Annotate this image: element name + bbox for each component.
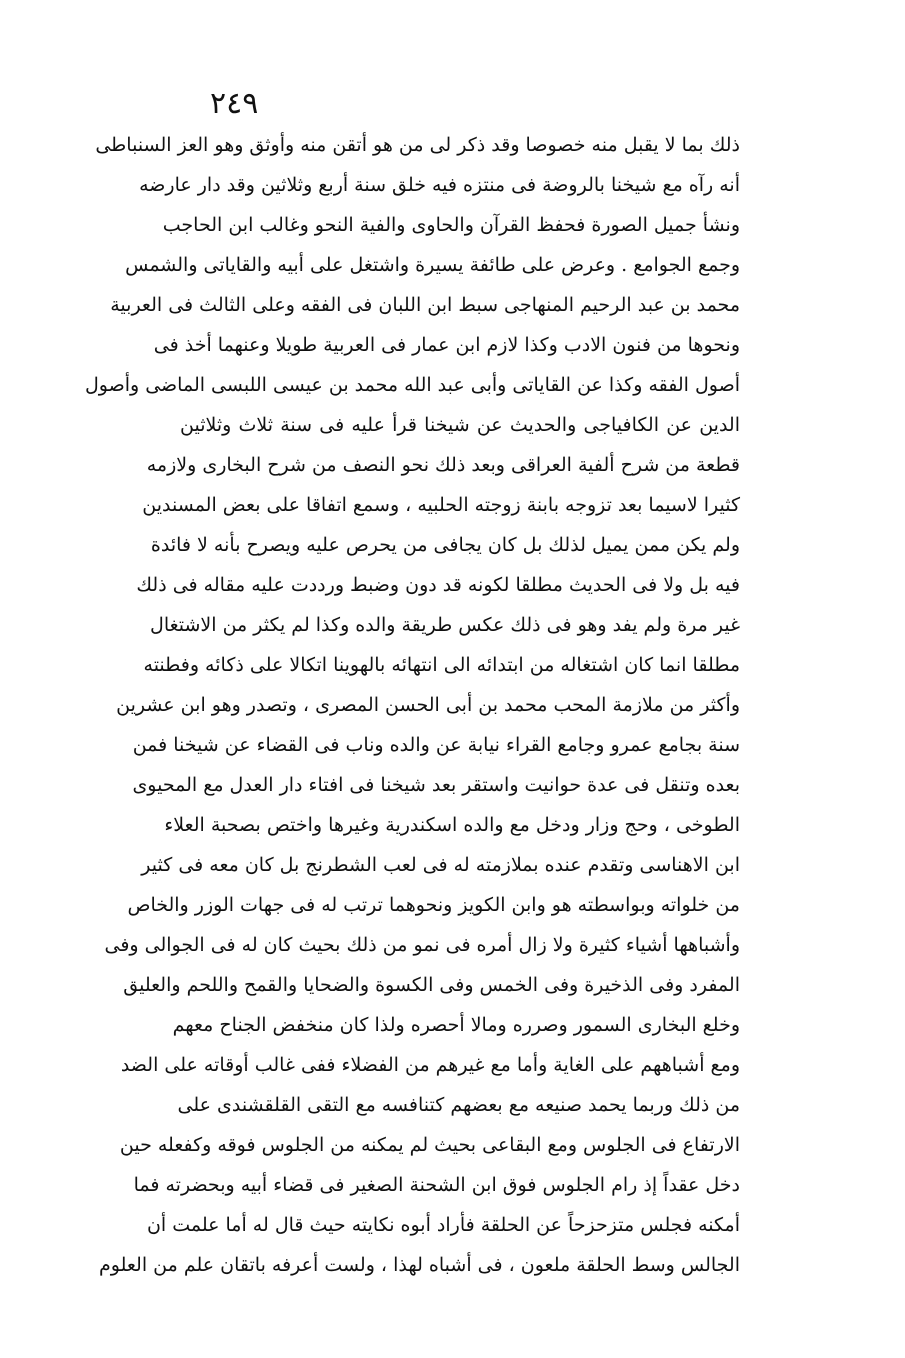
text-line: ذلك بما لا يقبل منه خصوصا وقد ذكر لى من هو أتقن منه وأوثق وهو العز السنباطى	[95, 134, 740, 156]
text-line: ونشأ جميل الصورة فحفظ القرآن والحاوى والفية النحو وغالب ابن الحاجب	[162, 214, 740, 236]
text-line: الجالس وسط الحلقة ملعون ، فى أشباه لهذا ، ولست أعرفه باتقان علم من العلوم	[99, 1254, 740, 1276]
text-line: سنة بجامع عمرو وجامع القراء نيابة عن والده وناب فى القضاء عن شيخنا فمن	[132, 734, 740, 756]
text-line: بعده وتنقل فى عدة حوانيت واستقر بعد شيخنا فى افتاء دار العدل مع المحيوى	[132, 774, 740, 796]
text-line: دخل عقداً إذ رام الجلوس فوق ابن الشحنة الصغير فى قضاء أبيه وبحضرته فما	[133, 1174, 740, 1196]
text-line: مطلقا انما كان اشتغاله من ابتدائه الى انتهائه بالهوينا اتكالا على ذكائه وفطنته	[143, 654, 740, 676]
text-line: وأشباهها أشياء كثيرة ولا زال أمره فى نمو من ذلك بحيث كان له فى الجوالى وفى	[104, 934, 740, 956]
text-line: الارتفاع فى الجلوس ومع البقاعى بحيث لم يمكنه من الجلوس فوقه وكفعله حين	[119, 1134, 740, 1156]
page-number: ٢٤٩	[210, 86, 259, 121]
text-line: أنه رآه مع شيخنا بالروضة فى منتزه فيه خلق سنة أربع وثلاثين وقد دار عارضه	[139, 174, 740, 196]
text-line: وأكثر من ملازمة المحب محمد بن أبى الحسن المصرى ، وتصدر وهو ابن عشرين	[116, 694, 740, 716]
text-line: فيه بل ولا فى الحديث مطلقا لكونه قد دون وضبط ورددت عليه مقاله فى ذلك	[136, 574, 740, 596]
text-line: محمد بن عبد الرحيم المنهاجى سبط ابن اللبان فى الفقه وعلى الثالث فى العربية	[110, 294, 740, 316]
text-line: ونحوها من فنون الادب وكذا لازم ابن عمار فى العربية طويلا وعنهما أخذ فى	[153, 334, 740, 356]
text-line: من ذلك وربما يحمد صنيعه مع بعضهم كتنافسه مع التقى القلقشندى على	[177, 1094, 740, 1116]
text-line: الدين عن الكافياجى والحديث عن شيخنا قرأ عليه فى سنة ثلاث وثلاثين	[180, 414, 740, 436]
body-text	[84, 125, 740, 1285]
text-line: ولم يكن ممن يميل لذلك بل كان يجافى من يحرص عليه ويصرح بأنه لا فائدة	[150, 534, 740, 556]
text-line: غير مرة ولم يفد وهو فى ذلك عكس طريقة والده وكذا لم يكثر من الاشتغال	[150, 614, 740, 636]
text-line: الطوخى ، وحج وزار ودخل مع والده اسكندرية وغيرها واختص بصحبة العلاء	[164, 814, 740, 836]
text-line: ومع أشباههم على الغاية وأما مع غيرهم من الفضلاء ففى غالب أوقاته على الضد	[120, 1054, 740, 1076]
text-line: وجمع الجوامع . وعرض على طائفة يسيرة واشتغل على أبيه والقاياتى والشمس	[125, 254, 740, 276]
text-line: ابن الاهناسى وتقدم عنده بملازمته له فى لعب الشطرنج بل كان معه فى كثير	[141, 854, 740, 876]
text-line: كثيرا لاسيما بعد تزوجه بابنة زوجته الحلبيه ، وسمع اتفاقا على بعض المسندين	[142, 494, 740, 516]
text-line: من خلواته وبواسطته هو وابن الكويز ونحوهما ترتب له فى جهات الوزر والخاص	[127, 894, 740, 916]
text-line: المفرد وفى الذخيرة وفى الخمس وفى الكسوة والضحايا والقمح واللحم والعليق	[123, 974, 740, 996]
text-line: وخلع البخارى السمور وصرره ومالا أحصره ولذا كان منخفض الجناح معهم	[172, 1014, 740, 1036]
text-line: أمكنه فجلس متزحزحاً عن الحلقة فأراد أبوه نكايته حيث قال له أما علمت أن	[146, 1214, 740, 1236]
text-line: قطعة من شرح ألفية العراقى وبعد ذلك نحو النصف من شرح البخارى ولازمه	[146, 454, 740, 476]
text-line: أصول الفقه وكذا عن القاياتى وأبى عبد الله محمد بن عيسى اللبسى الماضى وأصول	[84, 374, 740, 396]
